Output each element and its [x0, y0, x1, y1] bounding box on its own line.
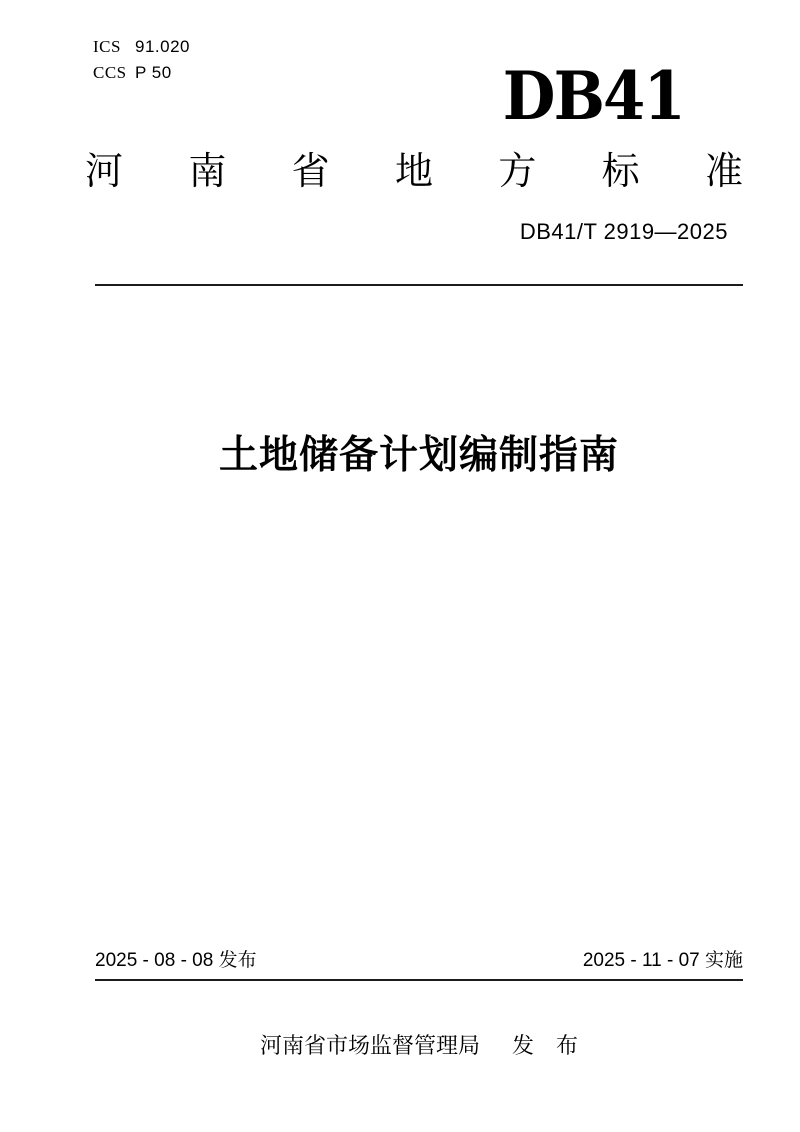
header-divider [95, 284, 743, 286]
db41-logo: DB41 [502, 57, 684, 135]
ccs-code-line [93, 60, 190, 86]
publish-label: 发 布 [512, 1033, 579, 1058]
ics-label: ICS [93, 37, 121, 56]
standard-category-title [85, 151, 743, 193]
publisher-row [95, 1032, 743, 1060]
document-title: 土地储备计划编制指南 [218, 434, 619, 477]
standard-category-char: 方 [498, 151, 537, 193]
standard-category-char: 省 [291, 151, 330, 193]
classification-codes [93, 34, 190, 86]
issue-date: 2025 - 08 - 08 发布 [95, 950, 257, 971]
ics-value: 91.020 [135, 37, 190, 56]
standard-category-char: 地 [394, 151, 433, 193]
standard-category-char: 河 [85, 151, 124, 193]
standard-category-char: 准 [704, 151, 743, 193]
ics-code-line [93, 34, 190, 60]
implement-date: 2025 - 11 - 07 实施 [582, 950, 743, 971]
ccs-value: P 50 [135, 63, 172, 82]
issuing-authority: 河南省市场监督管理局 [259, 1033, 480, 1058]
standard-category-char: 南 [188, 151, 227, 193]
ccs-label: CCS [93, 63, 127, 82]
standard-category-char: 标 [601, 151, 640, 193]
date-row [95, 949, 743, 973]
standard-number: DB41/T 2919—2025 [519, 219, 728, 244]
footer-divider [95, 979, 743, 981]
